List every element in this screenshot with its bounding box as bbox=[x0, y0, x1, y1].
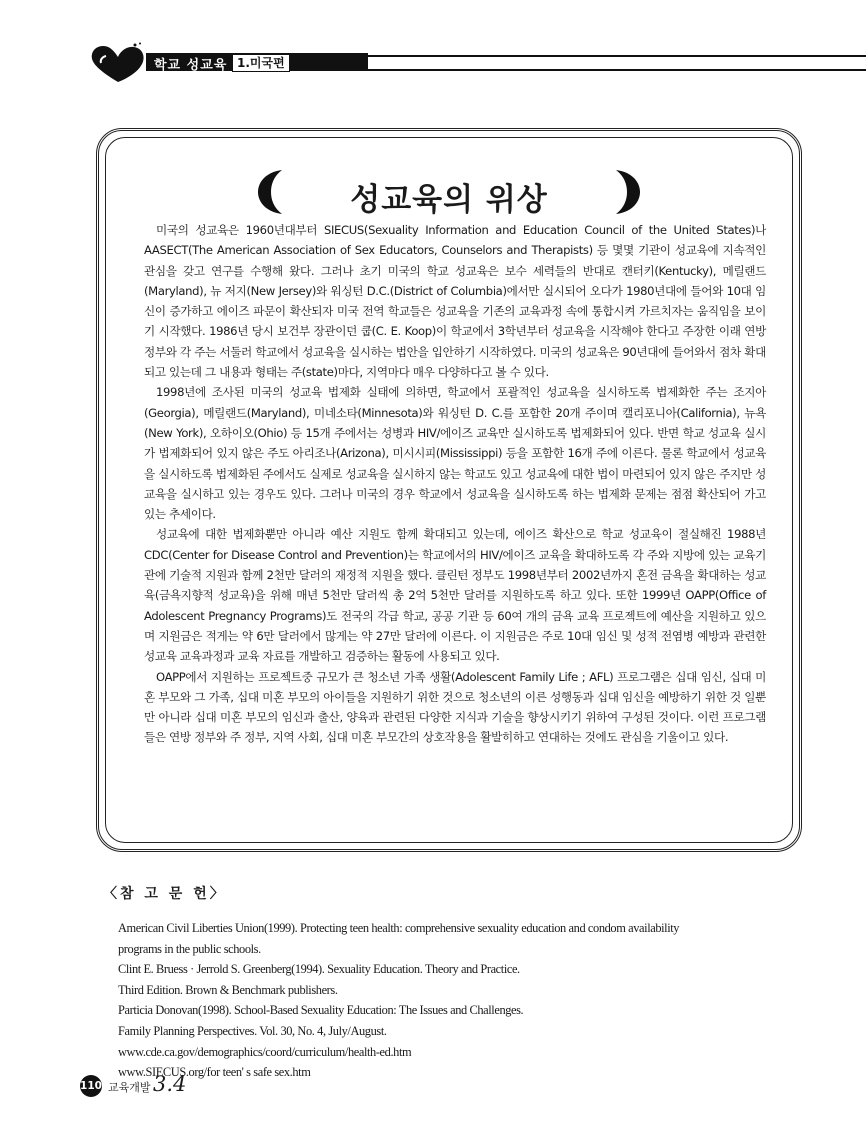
article-paragraph: 1998년에 조사된 미국의 성교육 법제화 실태에 의하면, 학교에서 포괄적인 성교육을 실시하도록 법제화한 주는 조지아(Georgia), 메릴랜드(Maryland), 미네소타(Minnesota)와 워싱턴 D. C.를 포함한 20개 주이며 캘리포니아(California), 뉴욕(New York), 오하이오(Ohio) 등 15개 주에서는 성병과 HIV/에이즈 교육만 실시하도록 법제화되어 있다. 반면 학교 성교육 실시가 법제화되어 있지 않은 주도 아리조나(Arizona), 미시시피(Mississippi) 등을 포함한 16개 주에 이른다. 물론 학교에서 성교육을 실시하도록 법제화된 주에서도 실제로 성교육을 실시하지 않는 학교도 있고 성교육에 대한 법이 마련되어 있지 않은 주지만 성교육을 실시하고 있는 경우도 있다. 그러나 미국의 경우 학교에서 성교육을 실시하도록 하는 법제화 문제는 점점 확산되어 가고 있는 추세이다. bbox=[144, 385, 766, 522]
article-box bbox=[96, 128, 802, 852]
reference-line: Clint E. Bruess · Jerrold S. Greenberg(1994). Sexuality Education. Theory and Practice. bbox=[118, 962, 520, 977]
heart-icon bbox=[88, 42, 148, 86]
article-box-inner bbox=[105, 137, 793, 843]
page-header bbox=[88, 36, 866, 80]
article-title: 성교육의 위상 bbox=[350, 182, 548, 218]
magazine-name: 교육개발 bbox=[108, 1081, 151, 1094]
article-paragraph: OAPP에서 지원하는 프로젝트중 규모가 큰 청소년 가족 생활(Adolescent Family Life ; AFL) 프로그램은 십대 임신, 십대 미혼 부모와 그 가족, 십대 미혼 부모의 아이들을 지원하기 위한 것으로 청소년의 이른 성행동과 십대 임신을 예방하기 위한 것 일뿐만 아니라 십대 미혼 부모의 임신과 출산, 양육과 관련된 다양한 지식과 기술을 향상시키기 위하여 구성된 것이다. 이런 프로그램들은 연방 정부와 주 정부, 지역 사회, 십대 미혼 부모간의 상호작용을 활발히하고 연대하는 것에도 관심을 기울이고 있다. bbox=[144, 669, 766, 745]
reference-line: Family Planning Perspectives. Vol. 30, No. 4, July/August. bbox=[118, 1023, 387, 1038]
reference-line: www.cde.ca.gov/demographics/coord/curriculum/health-ed.htm bbox=[118, 1044, 412, 1059]
reference-line: American Civil Liberties Union(1999). Protecting teen health: comprehensive sexuality education and condom availability bbox=[118, 921, 680, 935]
header-label-block bbox=[146, 53, 368, 71]
reference-line: Third Edition. Brown & Benchmark publishers. bbox=[118, 982, 338, 997]
article-paragraph: 성교육에 대한 법제화뿐만 아니라 예산 지원도 함께 확대되고 있는데, 에이즈 확산으로 학교 성교육이 절실해진 1988년 CDC(Center for Disease Control and Prevention)는 학교에서의 HIV/에이즈 교육을 확대하도록 각 주와 지방에 있는 교육기관에 기술적 지원과 함께 2천만 달러의 재정적 지원을 했다. 클린턴 정부도 1998년부터 2002년까지 혼전 금욕을 확대하는 성교육(금욕지향적 성교육)을 위해 매년 5천만 달러씩 총 2억 5천만 달러를 지원하도록 하고 있다. 또한 1999년 OAPP(Office of Adolescent Pregnancy Programs)도 전국의 각급 학교, 공공 기관 등 60여 개의 금욕 교육 프로젝트에 예산을 지원하고 있으며 지원금은 적게는 약 6만 달러에서 많게는 약 27만 달러에 이른다. 이 지원금은 주로 10대 임신 및 성적 전염병 예방과 관련한 성교육 교육과정과 교육 자료를 개발하고 검증하는 활동에 사용되고 있다. bbox=[144, 527, 766, 664]
section-label: 학교 성교육 bbox=[154, 58, 228, 73]
page-number: 110 bbox=[80, 1075, 102, 1097]
reference-line: Particia Donovan(1998). School-Based Sexuality Education: The Issues and Challenges. bbox=[118, 1003, 524, 1018]
title-area bbox=[106, 160, 792, 220]
references-list bbox=[118, 918, 808, 1083]
reference-line: www.SIECUS.org/for teen' s safe sex.htm bbox=[118, 1065, 311, 1080]
header-bar bbox=[146, 53, 866, 71]
header-rule bbox=[368, 55, 866, 71]
references-heading: 〈참 고 문 헌〉 bbox=[103, 886, 227, 902]
chapter-label: 1.미국편 bbox=[232, 54, 290, 72]
issue-number: 3.4 bbox=[153, 1072, 187, 1096]
article-paragraph: 미국의 성교육은 1960년대부터 SIECUS(Sexuality Information and Education Council of the United States)나 AASECT(The American Association of Sex Educators, Counselors and Therapists) 등 몇몇 기관이 성교육에 지속적인 관심을 갖고 연구를 수행해 왔다. 그러나 초기 미국의 학교 성교육은 보수 세력들의 반대로 캔터키(Kentucky), 메릴랜드(Maryland), 뉴 저지(New Jersey)와 워싱턴 D.C.(District of Columbia)에서만 실시되어 오다가 1980년대에 들어와 10대 임신이 증가하고 에이즈 파문이 확산되자 미국 전역 학교들은 성교육을 기존의 교육과정 속에 통합시켜 가르치자는 움직임을 보이기 시작했다. 1986년 당시 보건부 장관이던 쿱(C. E. Koop)이 학교에서 3학년부터 성교육을 시작해야 한다고 주장한 이래 연방 정부와 각 주는 서둘러 학교에서 성교육을 실시하는 법안을 입안하기 시작하였다. 미국의 성교육은 90년대에 들어와서 점차 확대되고 있는데 그 내용과 형태는 주(state)마다, 지역마다 매우 다양하다고 볼 수 있다. bbox=[144, 223, 766, 380]
crescent-right-icon bbox=[610, 168, 642, 216]
reference-line: programs in the public schools. bbox=[118, 941, 261, 956]
article-body bbox=[144, 220, 766, 748]
